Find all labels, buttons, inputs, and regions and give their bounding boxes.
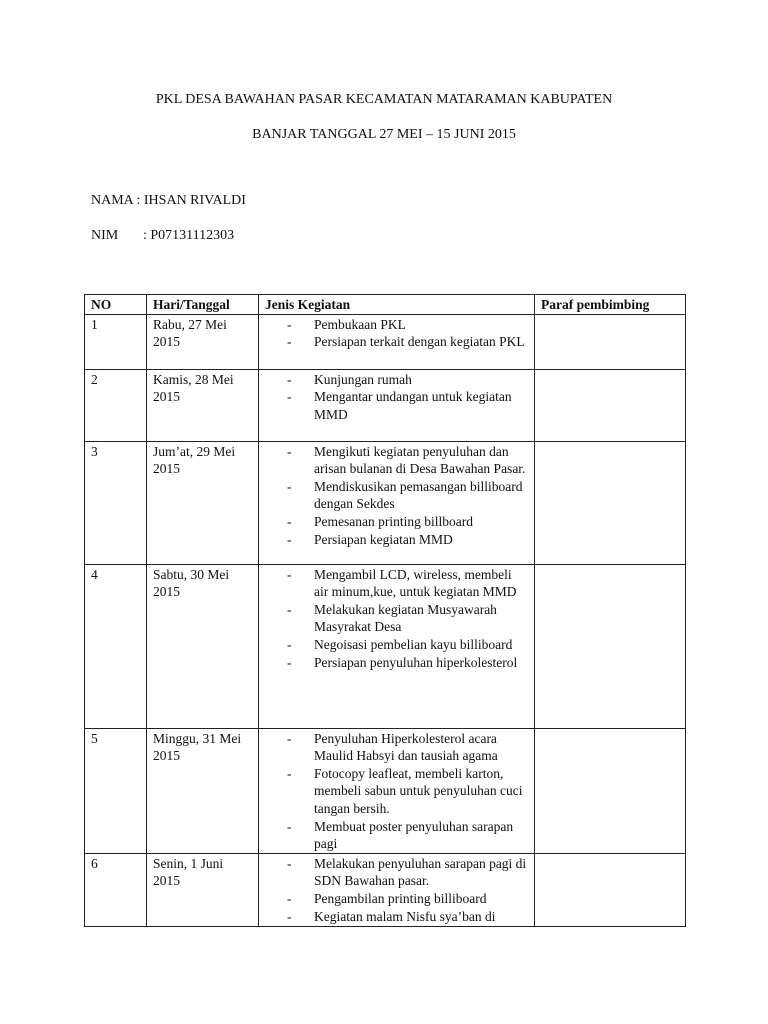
activity-item	[265, 730, 529, 765]
dash-bullet-icon: -	[287, 818, 292, 834]
activity-text: Membuat poster penyuluhan sarapan pagi	[314, 818, 514, 852]
table-header-row	[85, 295, 686, 315]
row-signature	[535, 853, 686, 926]
activity-item	[265, 388, 529, 423]
dash-bullet-icon: -	[287, 443, 292, 459]
activity-text: Penyuluhan Hiperkolesterol acara Maulid Habsyi dan tausiah agama	[314, 730, 498, 764]
row-activities	[259, 564, 535, 728]
document-title-line-1: PKL DESA BAWAHAN PASAR KECAMATAN MATARAMAN KABUPATEN	[155, 92, 613, 107]
dash-bullet-icon: -	[287, 636, 292, 652]
student-nim	[91, 228, 234, 244]
header-activities: Jenis Kegiatan	[259, 295, 535, 315]
activity-text: Persiapan terkait dengan kegiatan PKL	[314, 334, 525, 350]
dash-bullet-icon: -	[287, 513, 292, 529]
dash-bullet-icon: -	[287, 389, 292, 405]
dash-bullet-icon: -	[287, 316, 292, 332]
activity-item	[265, 855, 529, 890]
activity-item	[265, 890, 529, 908]
activity-text: Fotocopy leafleat, membeli karton, membeli sabun untuk penyuluhan cuci tangan bersih.	[314, 765, 523, 816]
dash-bullet-icon: -	[287, 371, 292, 387]
activity-item	[265, 566, 529, 601]
activity-log-table	[84, 294, 686, 927]
row-signature	[535, 441, 686, 564]
dash-bullet-icon: -	[287, 908, 292, 924]
activity-item	[265, 636, 529, 654]
activity-text: Mengikuti kegiatan penyuluhan dan arisan bulanan di Desa Bawahan Pasar.	[314, 443, 526, 477]
activity-text: Persiapan penyuluhan hiperkolesterol	[314, 654, 518, 670]
table-row	[85, 369, 686, 441]
header-signature: Paraf pembimbing	[535, 295, 686, 315]
activity-item	[265, 478, 529, 513]
row-number: 3	[85, 441, 147, 564]
row-number: 2	[85, 369, 147, 441]
row-date: Rabu, 27 Mei 2015	[147, 314, 259, 369]
activity-text: Pembukaan PKL	[314, 316, 406, 332]
table-row	[85, 853, 686, 926]
activity-text: Pemesanan printing billboard	[314, 513, 473, 529]
dash-bullet-icon: -	[287, 654, 292, 670]
activity-item	[265, 513, 529, 531]
activity-item	[265, 371, 529, 389]
activity-text: Melakukan kegiatan Musyawarah Masyrakat Desa	[314, 601, 497, 635]
nim-label: NIM	[91, 228, 119, 243]
activity-item	[265, 333, 529, 351]
activity-text: Kegiatan malam Nisfu sya’ban di	[314, 908, 496, 924]
dash-bullet-icon: -	[287, 855, 292, 871]
table-row	[85, 728, 686, 853]
header-no: NO	[85, 295, 147, 315]
dash-bullet-icon: -	[287, 601, 292, 617]
student-name: NAMA : IHSAN RIVALDI	[91, 193, 246, 208]
activity-text: Pengambilan printing billiboard	[314, 890, 487, 906]
dash-bullet-icon: -	[287, 765, 292, 781]
row-activities	[259, 728, 535, 853]
table-row	[85, 564, 686, 728]
activity-item	[265, 654, 529, 672]
row-number: 6	[85, 853, 147, 926]
dash-bullet-icon: -	[287, 566, 292, 582]
row-date: Jum’at, 29 Mei 2015	[147, 441, 259, 564]
nim-value: : P07131112303	[143, 228, 235, 243]
dash-bullet-icon: -	[287, 478, 292, 494]
activity-item	[265, 765, 529, 818]
activity-item	[265, 818, 529, 853]
row-signature	[535, 728, 686, 853]
row-date: Sabtu, 30 Mei 2015	[147, 564, 259, 728]
row-activities	[259, 369, 535, 441]
activity-text: Mengambil LCD, wireless, membeli air minum,kue, untuk kegiatan MMD	[314, 566, 517, 600]
dash-bullet-icon: -	[287, 890, 292, 906]
activity-text: Mendiskusikan pemasangan billiboard dengan Sekdes	[314, 478, 523, 512]
row-date: Senin, 1 Juni 2015	[147, 853, 259, 926]
row-number: 5	[85, 728, 147, 853]
row-activities	[259, 853, 535, 926]
activity-text: Negoisasi pembelian kayu billiboard	[314, 636, 513, 652]
row-number: 4	[85, 564, 147, 728]
activity-text: Persiapan kegiatan MMD	[314, 531, 453, 547]
row-signature	[535, 564, 686, 728]
activity-text: Melakukan penyuluhan sarapan pagi di SDN Bawahan pasar.	[314, 855, 527, 889]
activity-item	[265, 443, 529, 478]
row-signature	[535, 369, 686, 441]
header-date: Hari/Tanggal	[147, 295, 259, 315]
activity-text: Mengantar undangan untuk kegiatan MMD	[314, 389, 512, 422]
row-activities	[259, 314, 535, 369]
row-number: 1	[85, 314, 147, 369]
dash-bullet-icon: -	[287, 531, 292, 547]
activity-item	[265, 316, 529, 334]
dash-bullet-icon: -	[287, 730, 292, 746]
row-signature	[535, 314, 686, 369]
row-activities	[259, 441, 535, 564]
activity-item	[265, 531, 529, 549]
row-date: Kamis, 28 Mei 2015	[147, 369, 259, 441]
dash-bullet-icon: -	[287, 334, 292, 350]
table-row	[85, 441, 686, 564]
document-title-line-2: BANJAR TANGGAL 27 MEI – 15 JUNI 2015	[252, 127, 516, 142]
activity-item	[265, 908, 529, 926]
row-date: Minggu, 31 Mei 2015	[147, 728, 259, 853]
table-row	[85, 314, 686, 369]
activity-text: Kunjungan rumah	[314, 371, 412, 387]
activity-item	[265, 601, 529, 636]
